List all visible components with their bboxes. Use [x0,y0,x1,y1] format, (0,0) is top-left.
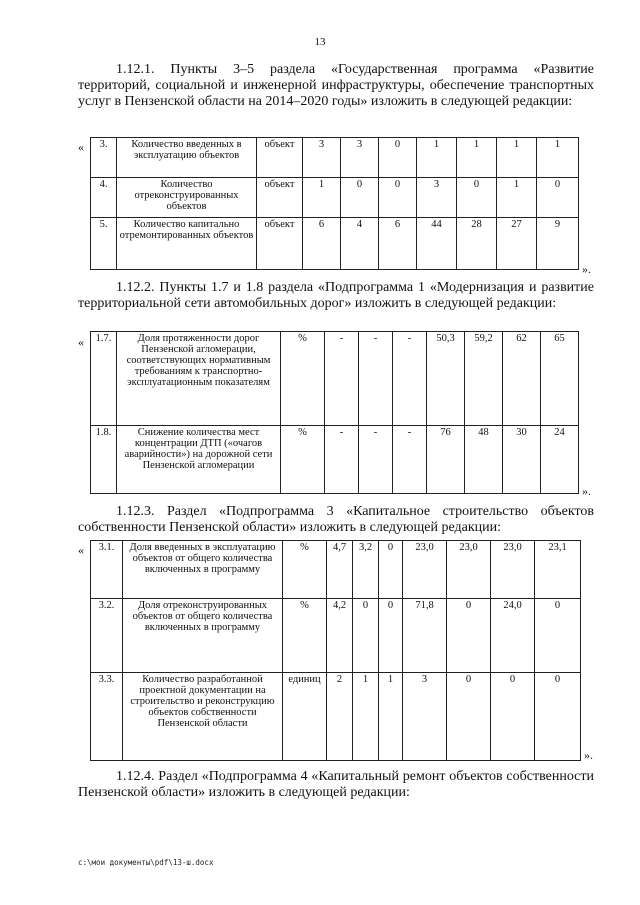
value-cell: 0 [447,599,491,673]
value-cell: - [325,332,359,426]
row-unit: единиц [283,673,327,761]
quote-open-3: « [78,543,84,557]
value-cell: 0 [537,178,579,218]
paragraph-1-12-3: 1.12.3. Раздел «Подпрограмма 3 «Капитальное строительство объектов собственности Пензенской области» изложить в следующей редакции: [78,504,594,535]
value-cell: - [359,332,393,426]
row-name: Количество капитально отремонтированных объектов [117,218,257,270]
quote-open-1: « [78,140,84,154]
value-cell: 27 [497,218,537,270]
value-cell: - [359,426,393,494]
value-cell: 48 [465,426,503,494]
value-cell: 0 [457,178,497,218]
table-2 [90,331,579,494]
row-unit: объект [257,178,303,218]
value-cell: 0 [379,178,417,218]
value-cell: 76 [427,426,465,494]
row-number: 1.7. [91,332,117,426]
quote-close-3: ». [584,748,593,762]
quote-open-2: « [78,335,84,349]
value-cell: 3 [341,138,379,178]
table-row [91,541,581,599]
value-cell: 3 [417,178,457,218]
value-cell: 4 [341,218,379,270]
value-cell: 4,7 [327,541,353,599]
row-unit: объект [257,138,303,178]
value-cell: 0 [447,673,491,761]
table-row [91,178,579,218]
value-cell: 0 [491,673,535,761]
row-unit: % [283,599,327,673]
row-number: 3.2. [91,599,123,673]
value-cell: 1 [457,138,497,178]
footer-file-path: c:\мои документы\pdf\13-ш.docx [78,858,214,867]
value-cell: 1 [353,673,379,761]
value-cell: - [393,332,427,426]
table-row [91,426,579,494]
value-cell: 1 [497,178,537,218]
value-cell: 71,8 [403,599,447,673]
value-cell: 1 [417,138,457,178]
value-cell: 3 [403,673,447,761]
table-3 [90,540,581,761]
value-cell: 44 [417,218,457,270]
paragraph-1-12-1: 1.12.1. Пункты 3–5 раздела «Государственная программа «Развитие территорий, социальной и инженерной инфраструктуры, обеспечение транспортных услуг в Пензенской области на 2014–2020 годы» изложить в следующей редакции: [78,62,594,109]
value-cell: 59,2 [465,332,503,426]
value-cell: 24 [541,426,579,494]
value-cell: 6 [379,218,417,270]
table-row [91,138,579,178]
value-cell: 23,0 [403,541,447,599]
table-1 [90,137,579,270]
value-cell: 0 [535,599,581,673]
row-number: 3.3. [91,673,123,761]
value-cell: 23,1 [535,541,581,599]
table-row [91,332,579,426]
value-cell: 1 [379,673,403,761]
value-cell: 62 [503,332,541,426]
value-cell: 1 [497,138,537,178]
row-unit: объект [257,218,303,270]
value-cell: 2 [327,673,353,761]
value-cell: 1 [303,178,341,218]
row-name: Количество разработанной проектной документации на строительство и реконструкцию объектов собственности Пензенской области [123,673,283,761]
row-number: 3.1. [91,541,123,599]
row-unit: % [281,332,325,426]
value-cell: 6 [303,218,341,270]
row-name: Доля протяженности дорог Пензенской агломерации, соответствующих нормативным требованиям к транспортно-эксплуатационным показателям [117,332,281,426]
paragraph-1-12-2: 1.12.2. Пункты 1.7 и 1.8 раздела «Подпрограмма 1 «Модернизация и развитие территориальной сети автомобильных дорог» изложить в следующей редакции: [78,280,594,311]
value-cell: 23,0 [491,541,535,599]
row-name: Доля введенных в эксплуатацию объектов от общего количества включенных в программу [123,541,283,599]
row-name: Снижение количества мест концентрации ДТП («очагов аварийности») на дорожной сети Пензенской агломерации [117,426,281,494]
value-cell: 50,3 [427,332,465,426]
value-cell: 0 [341,178,379,218]
row-number: 5. [91,218,117,270]
row-unit: % [283,541,327,599]
value-cell: 0 [379,138,417,178]
row-name: Количество введенных в эксплуатацию объектов [117,138,257,178]
quote-close-1: ». [582,262,591,276]
row-name: Количество отреконструированных объектов [117,178,257,218]
value-cell: 3,2 [353,541,379,599]
value-cell: 1 [537,138,579,178]
value-cell: 23,0 [447,541,491,599]
value-cell: - [325,426,359,494]
row-number: 4. [91,178,117,218]
paragraph-1-12-4: 1.12.4. Раздел «Подпрограмма 4 «Капитальный ремонт объектов собственности Пензенской области» изложить в следующей редакции: [78,769,594,800]
value-cell: 24,0 [491,599,535,673]
value-cell: 28 [457,218,497,270]
value-cell: 9 [537,218,579,270]
table-row [91,218,579,270]
value-cell: 0 [379,541,403,599]
value-cell: 65 [541,332,579,426]
quote-close-2: ». [582,484,591,498]
row-number: 1.8. [91,426,117,494]
value-cell: 30 [503,426,541,494]
page-number: 13 [314,36,326,48]
value-cell: 0 [353,599,379,673]
table-row [91,673,581,761]
value-cell: 0 [379,599,403,673]
value-cell: 4,2 [327,599,353,673]
value-cell: 0 [535,673,581,761]
row-name: Доля отреконструированных объектов от общего количества включенных в программу [123,599,283,673]
value-cell: 3 [303,138,341,178]
row-unit: % [281,426,325,494]
value-cell: - [393,426,427,494]
table-row [91,599,581,673]
row-number: 3. [91,138,117,178]
